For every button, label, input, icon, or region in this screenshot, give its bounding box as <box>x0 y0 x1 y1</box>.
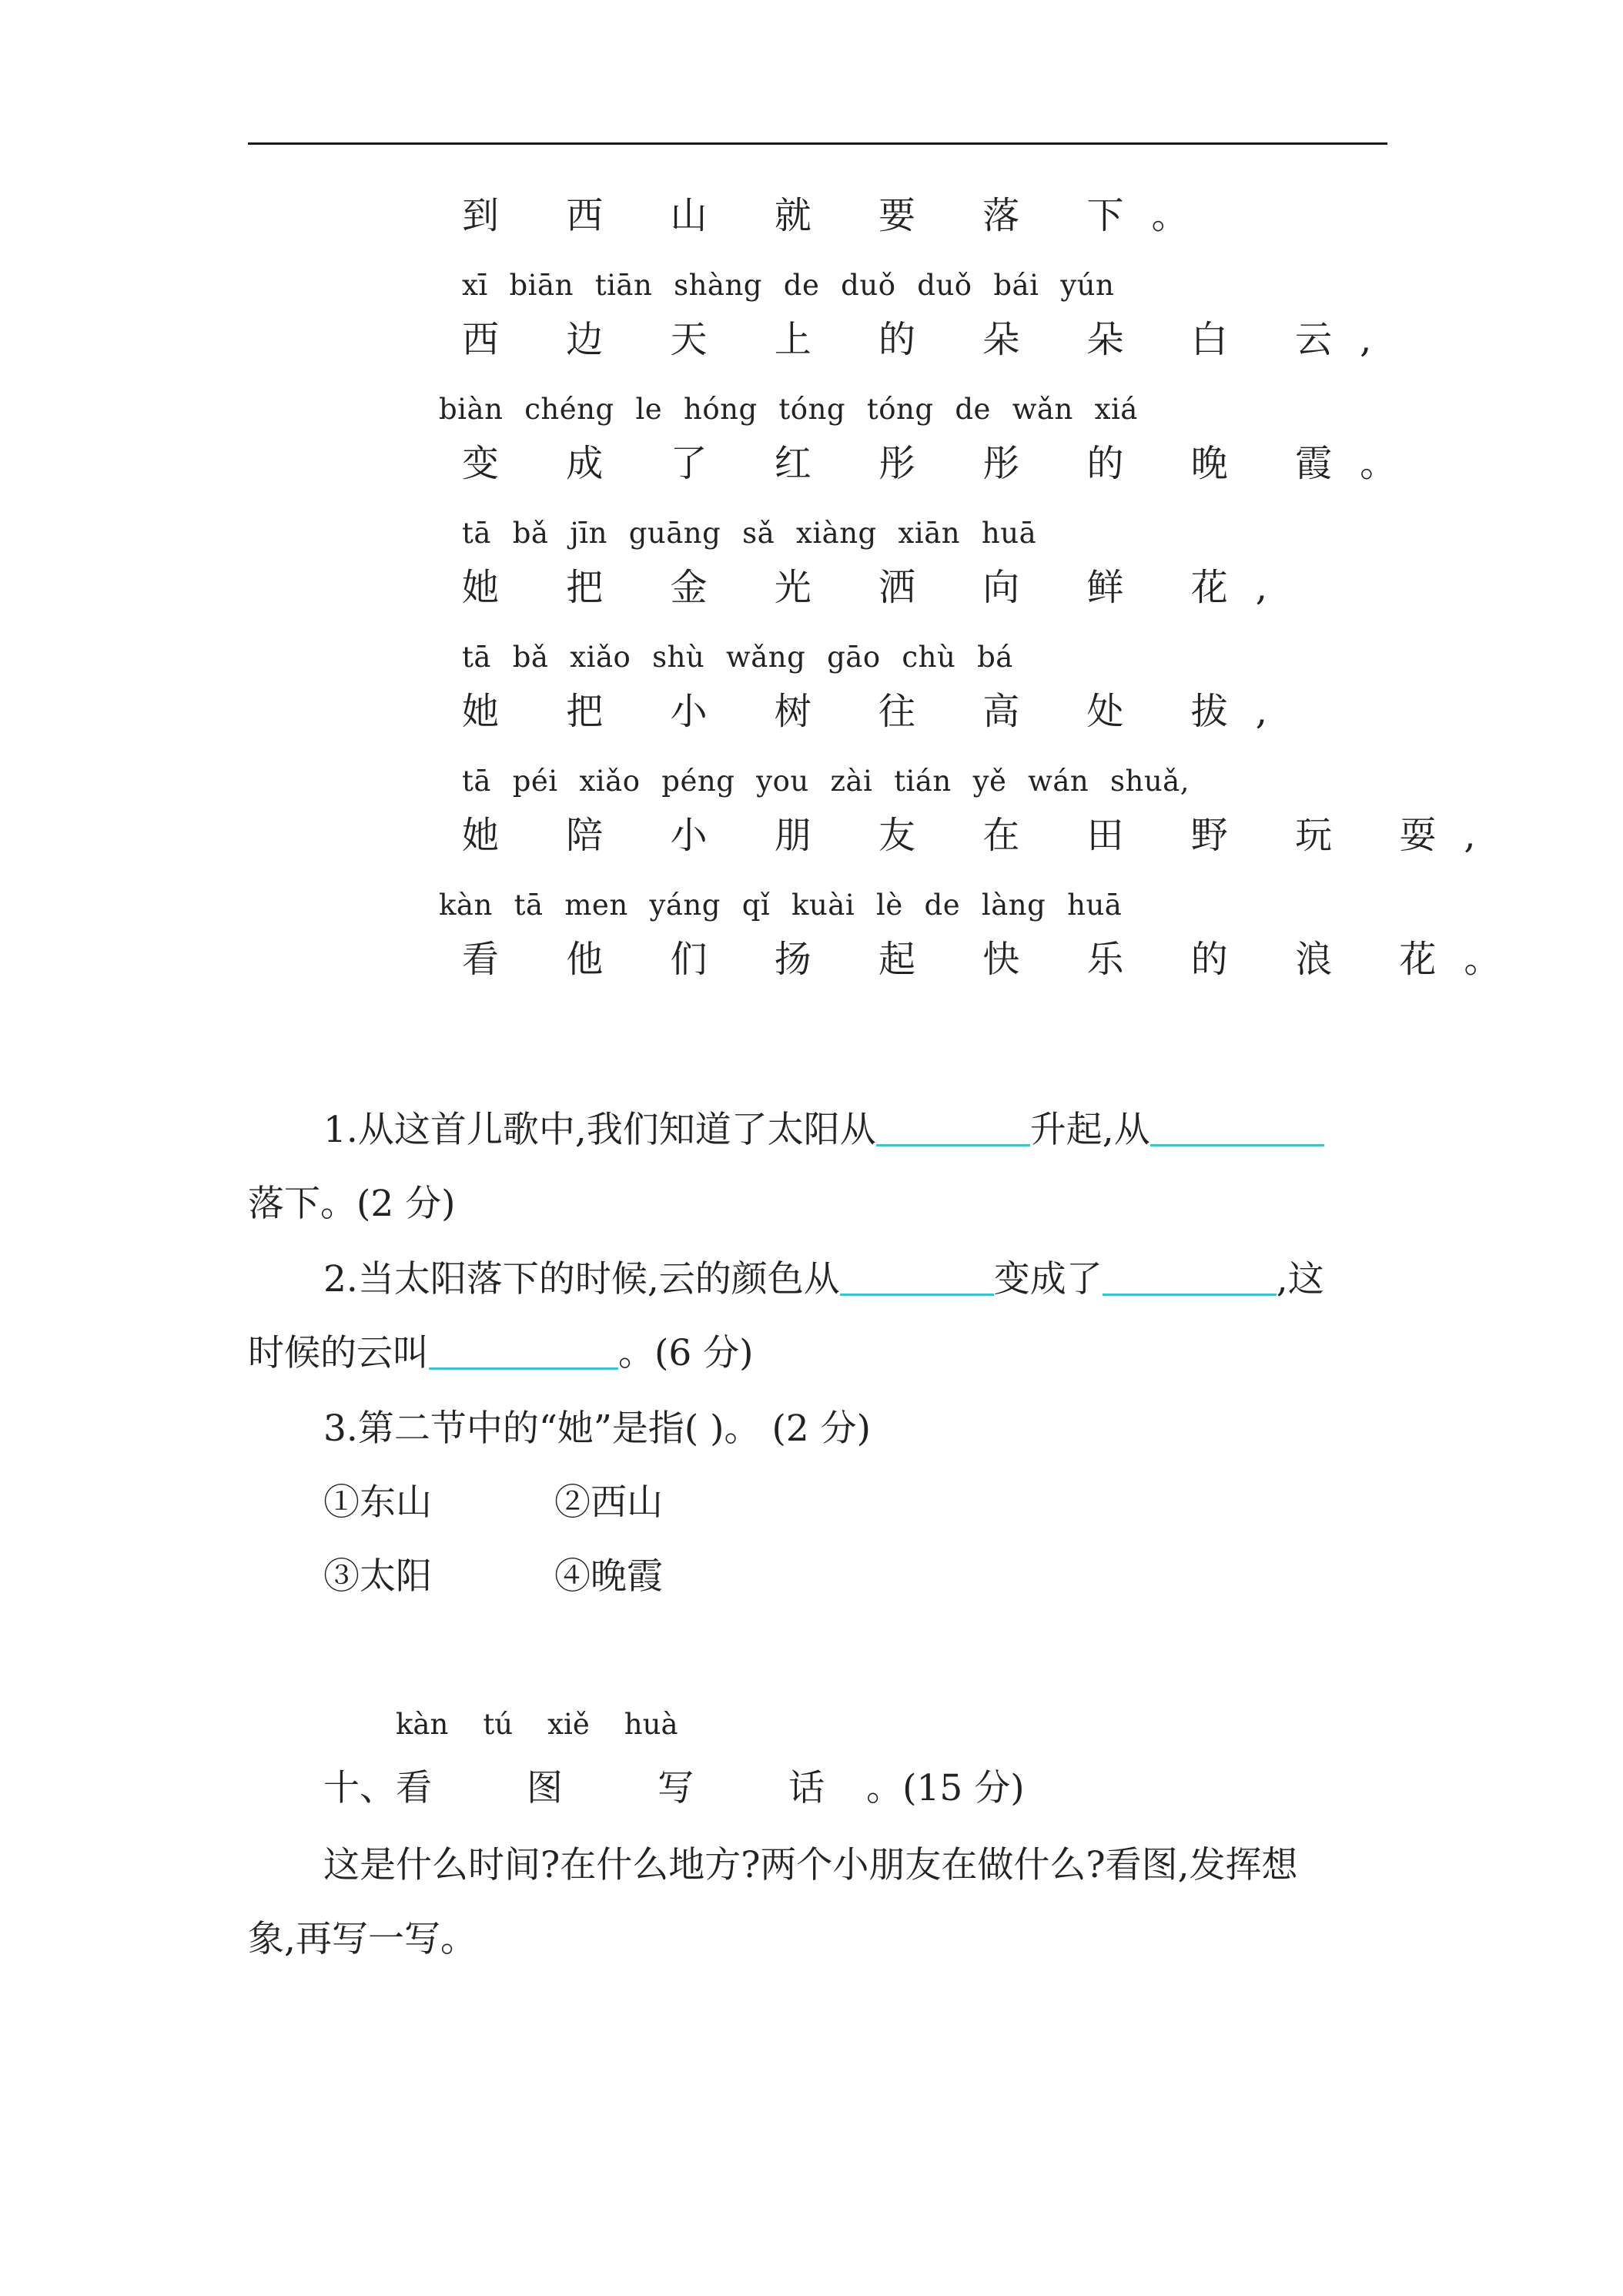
section-10-prompt <box>248 1829 1387 1976</box>
option-2[interactable]: ②西山 <box>554 1481 663 1524</box>
poem-hanzi-line: 她 陪 小 朋 友 在 田 野 玩 耍, <box>462 814 1504 857</box>
q1-text-part3: 落下。(2 分) <box>248 1183 456 1225</box>
poem-pinyin-line: tā bǎ xiǎo shù wǎng gāo chù bá <box>462 641 1013 674</box>
q1-text-part2: 升起,从 <box>1029 1109 1150 1151</box>
section-10-number: 十、 <box>323 1767 396 1809</box>
q2-text-part4: 时候的云叫 <box>248 1332 429 1374</box>
q2-text-part2: 变成了 <box>993 1258 1103 1300</box>
section-10-pinyin: kàn tú xiě huà <box>396 1708 678 1741</box>
q2-blank-from[interactable] <box>840 1250 994 1296</box>
poem-pinyin-line: xī biān tiān shàng de duǒ duǒ bái yún <box>462 269 1115 302</box>
question-1 <box>248 1093 1387 1241</box>
section-10-score: 。(15 分) <box>866 1767 1025 1809</box>
poem <box>439 189 1529 986</box>
poem-hanzi-line: 西 边 天 上 的 朵 朵 白 云, <box>462 318 1400 361</box>
poem-hanzi-line: 变 成 了 红 彤 彤 的 晚 霞。 <box>462 442 1425 485</box>
poem-hanzi-line: 到 西 山 就 要 落 下。 <box>462 194 1216 237</box>
poem-pinyin-line: tā bǎ jīn guāng sǎ xiàng xiān huā <box>462 517 1037 550</box>
question-3 <box>248 1392 1387 1466</box>
option-1[interactable]: ①东山 <box>323 1481 432 1524</box>
prompt-line-2: 象,再写一写。 <box>248 1918 477 1960</box>
poem-pinyin-line: kàn tā men yáng qǐ kuài lè de làng huā <box>439 889 1123 922</box>
prompt-line-1: 这是什么时间?在什么地方?两个小朋友在做什么?看图,发挥想 <box>323 1844 1298 1886</box>
option-3[interactable]: ③太阳 <box>323 1555 432 1598</box>
q1-blank-rise[interactable] <box>876 1101 1030 1146</box>
q2-text-part5: 。(6 分) <box>618 1332 754 1374</box>
question-3-options <box>323 1466 785 1614</box>
poem-pinyin-line: biàn chéng le hóng tóng tóng de wǎn xiá <box>439 393 1138 426</box>
poem-hanzi-line: 她 把 金 光 洒 向 鲜 花, <box>462 566 1296 609</box>
q2-text-part3: ,这 <box>1276 1258 1324 1300</box>
header-rule <box>248 142 1387 145</box>
question-2 <box>248 1243 1387 1391</box>
poem-hanzi-line: 她 把 小 树 往 高 处 拔, <box>462 690 1296 733</box>
poem-pinyin-line: tā péi xiǎo péng you zài tián yě wán shuǎ, <box>462 765 1190 798</box>
section-10-title <box>323 1759 1025 1811</box>
q2-text-part1: 2.当太阳落下的时候,云的颜色从 <box>323 1258 840 1300</box>
poem-hanzi-line: 看 他 们 扬 起 快 乐 的 浪 花。 <box>462 938 1529 981</box>
q3-text: 3.第二节中的“她”是指( )。 (2 分) <box>323 1407 871 1450</box>
q1-text-part1: 1.从这首儿歌中,我们知道了太阳从 <box>323 1109 876 1151</box>
q2-blank-to[interactable] <box>1103 1250 1277 1296</box>
section-10-heading: 看 图 写 话 <box>396 1767 867 1809</box>
option-4[interactable]: ④晚霞 <box>554 1555 663 1598</box>
q1-blank-set[interactable] <box>1150 1101 1324 1146</box>
q2-blank-name[interactable] <box>429 1324 618 1370</box>
